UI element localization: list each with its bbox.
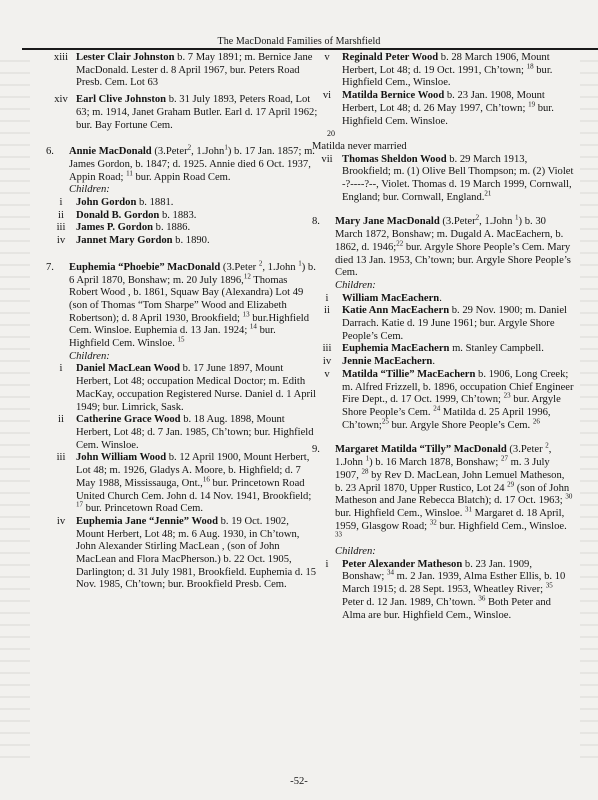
bleed-through-left [0,60,30,760]
entry-name: Euphemia “Phoebie” MacDonald [69,261,221,273]
child-text: Thomas Sheldon Wood b. 29 March 1913, Brookfield; m. (1) Olive Bell Thompson; m. (2) Violet -?----?--, Violet. Thomas d. 19 March 1999, Cornwall, England; bur. Cornwall, England.$^{21}$ [342,153,574,203]
child-text: Donald B. Gordon b. 1883. [76,209,197,221]
child-text: Euphemia Jane “Jennie” Wood b. 19 Oct. 1902, Mount Herbert, Lot 48; m. 6 Aug. 1930, in Ch’town, John Alexander Stirling MacLean , (son of John MacLean and Flora MacPherson.) b. 22 Oct. 1905, Darlington; d. 31 July 1981, Brookfield. Euphemia d. 15 Nov. 1985, Ch’town; bur. Brookfield Presb. Cem. [76,515,317,591]
entry-text: Annie MacDonald (3.Peter$^2$, 1.John$^1$) b. 17 Jan. 1857; m. James Gordon, b. 1847; d. 1925. Annie died 6 Oct. 1937, Appin Road; $^{11}$ bur. Appin Road Cem. [69,143,315,183]
child-number: vi [322,90,332,102]
child-entry [46,363,318,414]
child-entry [46,414,318,452]
child-number: iv [56,235,66,247]
right-column [312,52,574,622]
family-entry-8 [312,213,574,280]
child-number: i [325,292,329,304]
entry-number: 8. [312,216,320,228]
entry-name: Mary Jane MacDonald [335,216,440,228]
footnote-text: Matilda never married [312,140,407,152]
entry-name: Margaret Matilda “Tilly” MacDonald [335,444,507,456]
child-name: Euphemia Jane “Jennie” Wood [76,515,218,527]
child-name: Donald B. Gordon [76,209,160,221]
child-text: Daniel MacLean Wood b. 17 June 1897, Mount Herbert, Lot 48; occupation Medical Doctor; m. Edith MacKay, occupation Registered Nurse. Daniel d. 1 April 1949; bur. Limrick, Sask. [76,363,316,413]
child-entry [46,452,318,516]
entry-text: Margaret Matilda “Tilly” MacDonald (3.Peter $^2$, 1.John $^1$) b. 16 March 1878, Bonshaw; $^{27}$ m. 3 July 1907, $^{28}$ by Rev D. MacLean, John Lemuel Matheson, b. 23 April 1870, Upper Rustico, Lot 24 $^{29}$ (son of John Matheson and Jane Rebecca Blatch); d. 17 Oct. 1963; $^{30}$ bur. Highfield Cem., Winsloe. $^{31}$ Margaret d. 18 April, 1959, Glasgow Road; $^{32}$ bur. Highfield Cem., Winsloe. $^{33}$ [335,441,573,539]
child-number: iv [322,356,332,368]
child-text: Matilda Bernice Wood b. 23 Jan. 1908, Mount Herbert, Lot 48; d. 26 May 1997, Ch’town; $^{19}$ bur. Highfield Cem. Winsloe. [342,90,554,127]
children-label: Children: [69,350,110,362]
running-header: The MacDonald Families of Marshfield [217,36,381,47]
footnote-20 [312,128,574,141]
child-entry [312,52,574,90]
child-name: James P. Gordon [76,222,154,234]
child-entry [312,90,574,128]
child-entry [46,210,318,223]
child-name: Matilda “Tillie” MacEachern [342,368,476,380]
children-label: Children: [335,279,376,291]
family-entry-7 [46,259,318,351]
child-text: Reginald Peter Wood b. 28 March 1906, Mount Herbert, Lot 48; d. 19 Oct. 1991, Ch’town; $^{18}$ bur. Highfield Cem., Winsloe. [342,52,553,89]
child-name: John William Wood [76,452,167,464]
child-number: iii [56,222,66,234]
bleed-through-right [580,60,598,760]
child-text: Jennie MacEachern. [342,356,435,368]
entry-number: 9. [312,444,320,456]
child-number: iv [56,515,66,527]
child-number: i [59,197,63,209]
child-name: Peter Alexander Matheson [342,558,463,570]
child-number: i [325,558,329,570]
child-entry [312,356,574,369]
child-name: Thomas Sheldon Wood [342,153,447,165]
child-entry [46,197,318,210]
family-entry-9 [312,441,574,546]
entry-text: Mary Jane MacDonald (3.Peter$^2$, 1.John $^1$) b. 30 March 1872, Bonshaw; m. Dugald A. MacEachern, b. 1862, d. 1946;$^{22}$ bur. Argyle Shore People’s Cem. Mary died 13 Jan. 1953, Ch’town; bur. Argyle Shore People’s Cem. [335,213,571,279]
child-text: Lester Clair Johnston b. 7 May 1891; m. Bernice Jane MacDonald. Lester d. 8 April 1967, bur. Peters Road Presb. Cem. Lot 63 [76,52,313,89]
child-number: ii [58,414,64,426]
child-entry [46,52,318,90]
family-entry-6 [46,143,318,184]
child-entry [46,516,318,592]
child-text: James P. Gordon b. 1886. [76,222,191,234]
child-number: ii [58,209,64,221]
child-entry [312,293,574,306]
child-number: v [324,52,330,63]
child-name: Lester Clair Johnston [76,52,175,63]
children-label: Children: [69,184,110,196]
child-number: vii [321,153,333,165]
child-name: Earl Clive Johnston [76,94,167,106]
child-text: William MacEachern. [342,292,442,304]
child-number: xiii [53,52,69,63]
child-text: Catherine Grace Wood b. 18 Aug. 1898, Mount Herbert, Lot 48; d. 7 Jan. 1985, Ch’town; bur. Highfield Cem. Winsloe. [76,414,314,451]
child-text: Jannet Mary Gordon b. 1890. [76,235,210,247]
child-name: William MacEachern [342,292,440,304]
child-entry [312,305,574,343]
child-name: Catherine Grace Wood [76,414,181,426]
header-rule [22,48,598,50]
footnote-mark: 20 [327,129,335,139]
child-entry [46,222,318,235]
child-name: Katie Ann MacEachern [342,305,450,317]
child-number: iii [322,343,332,355]
child-text: John William Wood b. 12 April 1900, Mount Herbert, Lot 48; m. 1926, Gladys A. Moore, b. Highfield; d. 7 May 1988, Mississauga, Ont.,$^{16}$ bur. Princetown Road United Church Cem. John d. 14 Nov. 1941, Brookfield; $^{17}$ bur. Princetown Road Cem. [76,452,312,515]
child-entry [46,94,318,132]
page-number: -52- [290,776,308,787]
entry-name: Annie MacDonald [69,146,152,158]
child-name: Matilda Bernice Wood [342,90,445,102]
child-text: John Gordon b. 1881. [76,197,174,209]
entry-text: Euphemia “Phoebie” MacDonald (3.Peter $^2$, 1.John $^1$) b. 6 April 1870, Bonshaw; m. 20 July 1896,12 Thomas Robert Wood , b. 1861, Squaw Bay (Alexandra) Lot 49 (son of Thomas “Tom Sharpe” Wood and Elizabeth Robertson); d. 8 April 1930, Brookfield; $^{13}$ bur.Highfield Cem. Winsloe. Euphemia d. 13 Jan. 1924; $^{14}$ bur. Highfield Cem. Winsloe. $^{15}$ [69,259,316,350]
child-text: Earl Clive Johnston b. 31 July 1893, Peters Road, Lot 63; m. 1914, Janet Graham Butler. Earl d. 17 April 1962; bur. Bay Fortune Cem. [76,94,318,131]
child-text: Euphemia MacEachern m. Stanley Campbell. [342,343,544,355]
child-name: Euphemia MacEachern [342,343,450,355]
child-text: Peter Alexander Matheson b. 23 Jan. 1909, Bonshaw; $^{34}$ m. 2 Jan. 1939, Alma Esther Ellis, b. 10 March 1915; d. 28 Sept. 1953, Wheatley River; $^{35}$ Peter d. 12 Jan. 1989, Ch’town. $^{36}$ Both Peter and Alma are bur. Highfield Cem., Winsloe. [342,558,566,621]
child-name: Reginald Peter Wood [342,52,439,63]
children-list [46,197,318,248]
child-entry [312,154,574,205]
child-text: Matilda “Tillie” MacEachern b. 1906, Long Creek; m. Alfred Frizzell, b. 1896, occupation Chief Engineer Fire Dept., d. 17 Oct. 1999, Ch’town; $^{23}$ bur. Argyle Shore People’s Cem. $^{24}$ Matilda d. 25 April 1996, Ch’town;$^{25}$ bur. Argyle Shore People’s Cem. $^{26}$ [342,368,574,431]
child-name: John Gordon [76,197,137,209]
children-label: Children: [335,546,376,558]
child-number: iii [56,452,66,464]
child-entry [312,343,574,356]
child-entry [312,559,574,623]
child-entry [46,235,318,248]
entry-number: 6. [46,146,54,158]
child-name: Jennie MacEachern [342,356,433,368]
child-number: v [324,368,330,380]
child-number: i [59,363,63,375]
left-column [46,52,318,592]
child-name: Jannet Mary Gordon [76,235,173,247]
entry-number: 7. [46,261,54,273]
child-name: Daniel MacLean Wood [76,363,180,375]
child-text: Katie Ann MacEachern b. 29 Nov. 1900; m. Daniel Darrach. Katie d. 19 June 1961; bur. Argyle Shore People’s Cem. [342,305,568,342]
child-number: ii [324,305,330,317]
child-entry [312,369,574,433]
child-number: xiv [54,94,68,106]
